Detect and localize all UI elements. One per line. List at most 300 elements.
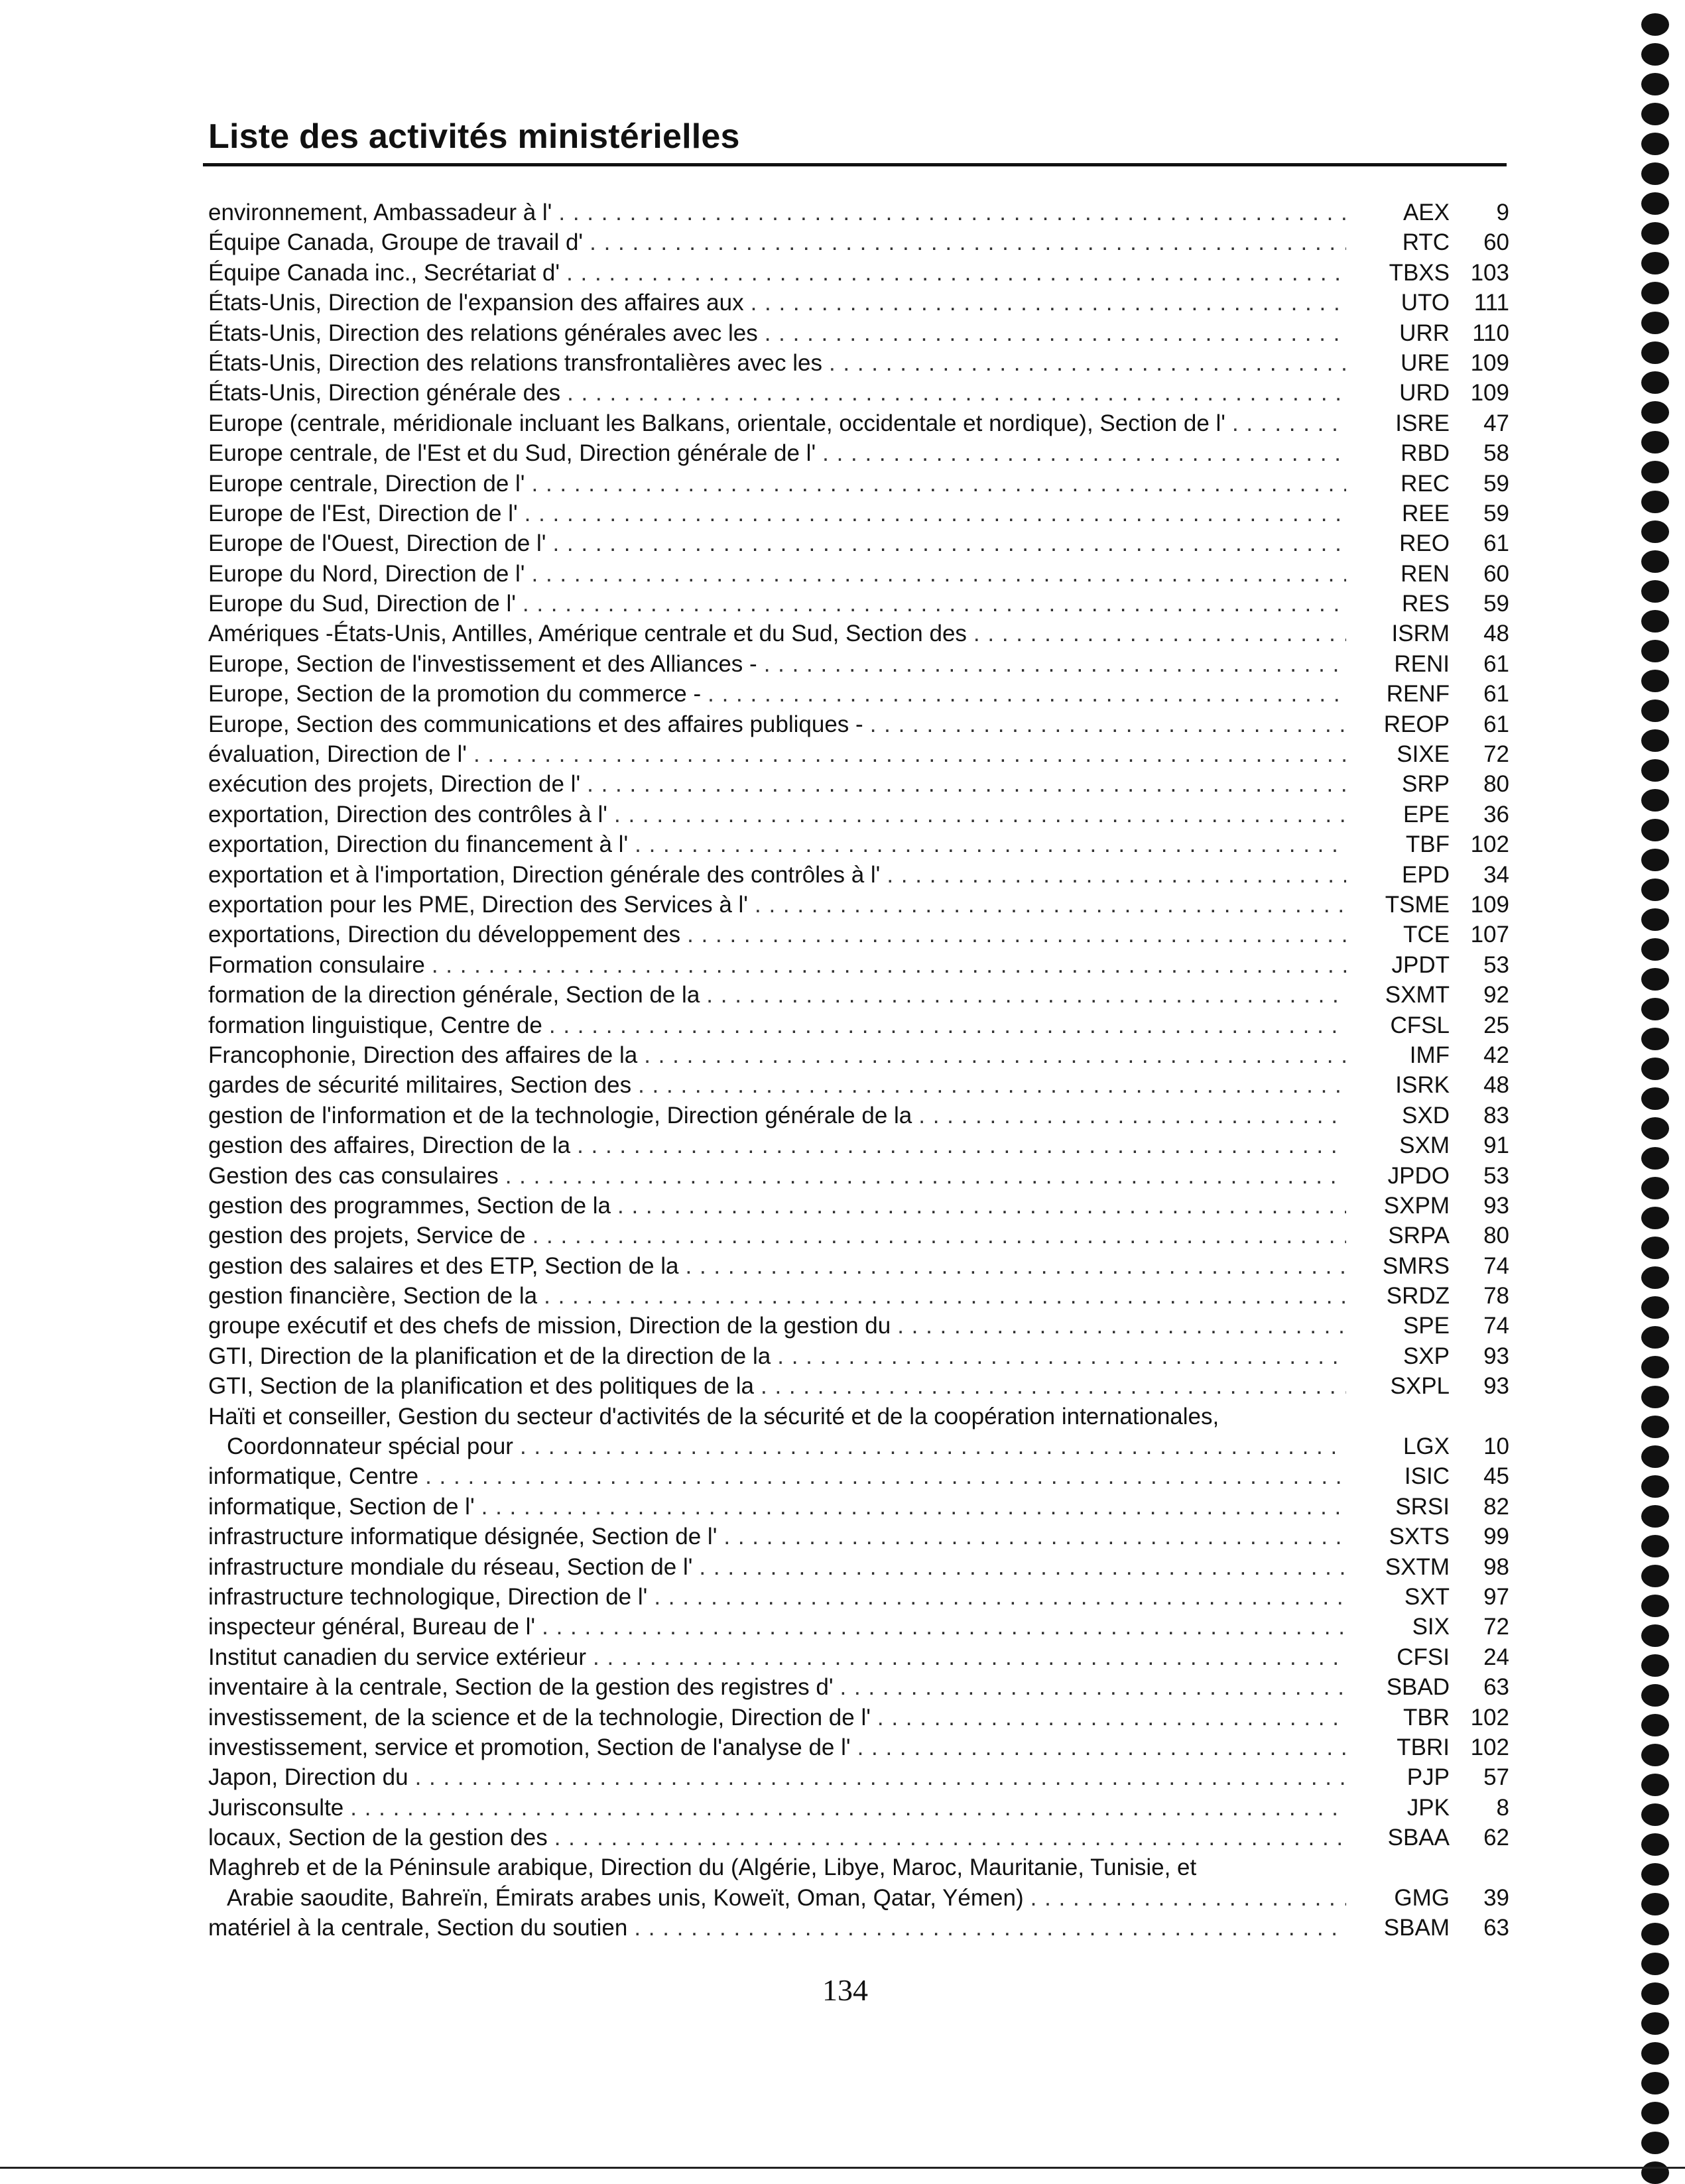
entry-label: Europe du Sud, Direction de l' bbox=[208, 591, 516, 617]
entry-page: 24 bbox=[1483, 1644, 1509, 1670]
dot-leader bbox=[523, 589, 1346, 619]
dot-leader bbox=[870, 709, 1346, 739]
dot-leader bbox=[887, 860, 1346, 890]
binder-hole bbox=[1641, 1266, 1669, 1289]
dot-leader bbox=[425, 1461, 1346, 1491]
entry-code: RTC bbox=[1402, 229, 1450, 256]
entry-label: Amériques -États-Unis, Antilles, Amérique centrale et du Sud, Section des bbox=[208, 621, 967, 647]
dot-leader bbox=[577, 1130, 1346, 1160]
entry-code: AEX bbox=[1403, 200, 1450, 225]
entry-code: SIX bbox=[1412, 1614, 1450, 1640]
binder-hole bbox=[1641, 1386, 1669, 1408]
entry-page: 25 bbox=[1483, 1012, 1509, 1038]
page-number: 134 bbox=[822, 1973, 868, 2007]
dot-leader bbox=[558, 198, 1346, 227]
binder-hole bbox=[1641, 2161, 1669, 2184]
index-entry bbox=[208, 739, 1509, 769]
binder-hole bbox=[1641, 968, 1669, 991]
entry-code: SBAM bbox=[1383, 1915, 1450, 1941]
dot-leader bbox=[614, 800, 1346, 829]
entry-code: SXT bbox=[1404, 1583, 1450, 1610]
binder-hole bbox=[1641, 1147, 1669, 1170]
entry-label: exportation, Direction du financement à l' bbox=[208, 831, 629, 858]
entry-page: 102 bbox=[1470, 1734, 1509, 1760]
dot-leader bbox=[532, 469, 1347, 499]
entry-code: RES bbox=[1402, 591, 1450, 617]
entry-code: SPE bbox=[1403, 1313, 1450, 1339]
entry-page: 39 bbox=[1483, 1884, 1509, 1911]
entry-label: Europe de l'Ouest, Direction de l' bbox=[208, 530, 546, 557]
index-entry bbox=[208, 679, 1509, 709]
entry-label: exportation, Direction des contrôles à l' bbox=[208, 801, 607, 827]
index-entry bbox=[208, 438, 1509, 468]
entry-code: GMG bbox=[1394, 1884, 1450, 1911]
dot-leader bbox=[1030, 1883, 1346, 1913]
index-entry bbox=[208, 499, 1509, 528]
binder-hole bbox=[1641, 43, 1669, 66]
dot-leader bbox=[532, 559, 1347, 589]
index-entry bbox=[208, 950, 1509, 980]
index-entry bbox=[208, 1672, 1509, 1702]
binder-hole bbox=[1641, 670, 1669, 692]
entry-code: RENF bbox=[1386, 681, 1450, 707]
entry-label: gestion des affaires, Direction de la bbox=[208, 1132, 571, 1159]
entry-page: 34 bbox=[1483, 861, 1509, 888]
index-entry bbox=[208, 1762, 1509, 1792]
entry-label: gardes de sécurité militaires, Section des bbox=[208, 1072, 632, 1099]
entry-page: 97 bbox=[1483, 1583, 1509, 1610]
binder-hole bbox=[1641, 1893, 1669, 1915]
entry-label: Japon, Direction du bbox=[208, 1764, 408, 1791]
entry-code: UTO bbox=[1401, 290, 1450, 316]
binder-hole bbox=[1641, 103, 1669, 125]
binder-hole bbox=[1641, 1923, 1669, 1945]
index-entry bbox=[208, 1823, 1509, 1852]
entry-page: 48 bbox=[1483, 1072, 1509, 1099]
index-entry bbox=[208, 980, 1509, 1010]
entry-label: Europe, Section de la promotion du commerce - bbox=[208, 681, 702, 707]
entry-page: 60 bbox=[1483, 560, 1509, 587]
entry-code: LGX bbox=[1403, 1433, 1450, 1460]
binder-hole bbox=[1641, 1445, 1669, 1468]
binder-hole bbox=[1641, 1058, 1669, 1080]
dot-leader bbox=[481, 1492, 1346, 1522]
entry-code: TBR bbox=[1403, 1704, 1450, 1730]
binder-hole bbox=[1641, 2072, 1669, 2094]
index-entry bbox=[208, 227, 1509, 257]
entry-code: RBD bbox=[1401, 440, 1450, 467]
entry-label: Gestion des cas consulaires bbox=[208, 1162, 499, 1189]
index-entry bbox=[208, 198, 1509, 227]
entry-page: 61 bbox=[1483, 681, 1509, 707]
binder-hole bbox=[1641, 1416, 1669, 1438]
dot-leader bbox=[765, 318, 1346, 348]
entry-label: États-Unis, Direction de l'expansion des affaires aux bbox=[208, 290, 744, 316]
index-entry bbox=[208, 378, 1509, 408]
entry-label: formation de la direction générale, Section de la bbox=[208, 982, 700, 1008]
entry-page: 61 bbox=[1483, 711, 1509, 737]
entry-page: 78 bbox=[1483, 1283, 1509, 1309]
entry-page: 42 bbox=[1483, 1042, 1509, 1068]
binder-hole bbox=[1641, 13, 1669, 36]
dot-leader bbox=[708, 679, 1346, 709]
entry-label: formation linguistique, Centre de bbox=[208, 1012, 542, 1038]
binder-hole bbox=[1641, 491, 1669, 513]
entry-code: JPK bbox=[1406, 1794, 1450, 1821]
binder-hole bbox=[1641, 1982, 1669, 2005]
bottom-edge-line bbox=[0, 2167, 1685, 2169]
dot-leader bbox=[699, 1552, 1346, 1582]
index-entry bbox=[208, 1431, 1509, 1461]
binder-hole bbox=[1641, 1803, 1669, 1826]
index-entry bbox=[208, 408, 1509, 438]
entry-code: SRP bbox=[1402, 771, 1450, 798]
dot-leader bbox=[687, 920, 1346, 949]
entry-label: groupe exécutif et des chefs de mission, Direction de la gestion du bbox=[208, 1313, 891, 1339]
entry-page: 59 bbox=[1483, 500, 1509, 526]
entry-page: 83 bbox=[1483, 1102, 1509, 1128]
dot-leader bbox=[918, 1101, 1346, 1130]
entry-code: URD bbox=[1399, 380, 1450, 406]
entry-label: Équipe Canada inc., Secrétariat d' bbox=[208, 259, 560, 286]
entry-code: SRDZ bbox=[1386, 1283, 1450, 1309]
entry-page: 111 bbox=[1473, 290, 1509, 316]
entry-label: infrastructure technologique, Direction de l' bbox=[208, 1583, 648, 1610]
entry-label: gestion des salaires et des ETP, Section de la bbox=[208, 1252, 679, 1279]
entry-page: 74 bbox=[1483, 1313, 1509, 1339]
entry-page: 92 bbox=[1483, 982, 1509, 1008]
binder-hole bbox=[1641, 341, 1669, 364]
dot-leader bbox=[552, 528, 1346, 558]
binder-hole bbox=[1641, 1714, 1669, 1736]
entry-label: Coordonnateur spécial pour bbox=[227, 1433, 513, 1460]
binder-holes bbox=[1641, 0, 1672, 2178]
entry-label: inspecteur général, Bureau de l' bbox=[208, 1614, 536, 1640]
dot-leader bbox=[587, 769, 1346, 799]
entry-code: SXTS bbox=[1389, 1524, 1450, 1550]
index-entry bbox=[208, 800, 1509, 829]
binder-hole bbox=[1641, 789, 1669, 812]
entry-code: SXP bbox=[1403, 1343, 1450, 1369]
index-entry bbox=[208, 1371, 1509, 1401]
binder-hole bbox=[1641, 1028, 1669, 1050]
binder-hole bbox=[1641, 1475, 1669, 1498]
binder-hole bbox=[1641, 819, 1669, 841]
entry-label: inventaire à la centrale, Section de la gestion des registres d' bbox=[208, 1674, 834, 1701]
entry-label: Europe centrale, Direction de l' bbox=[208, 470, 525, 497]
entry-page: 10 bbox=[1483, 1433, 1509, 1460]
index-entry bbox=[208, 1793, 1509, 1823]
binder-hole bbox=[1641, 1356, 1669, 1378]
binder-hole bbox=[1641, 1595, 1669, 1617]
entry-code: CFSL bbox=[1390, 1012, 1450, 1038]
entry-page: 45 bbox=[1483, 1463, 1509, 1490]
entry-label: exportation et à l'importation, Direction générale des contrôles à l' bbox=[208, 861, 881, 888]
dot-leader bbox=[973, 619, 1346, 648]
entry-page: 61 bbox=[1483, 650, 1509, 677]
entry-code: REN bbox=[1401, 560, 1450, 587]
dot-leader bbox=[593, 1642, 1346, 1672]
dot-leader bbox=[532, 1221, 1346, 1250]
entry-page: 98 bbox=[1483, 1553, 1509, 1580]
index-entry bbox=[208, 469, 1509, 499]
entry-label: GTI, Direction de la planification et de la direction de la bbox=[208, 1343, 771, 1369]
entry-label: Institut canadien du service extérieur bbox=[208, 1644, 587, 1670]
index-entry bbox=[208, 1552, 1509, 1582]
entry-code: EPE bbox=[1403, 801, 1450, 827]
dot-leader bbox=[686, 1251, 1346, 1281]
binder-hole bbox=[1641, 1565, 1669, 1587]
entry-label: Équipe Canada, Groupe de travail d' bbox=[208, 229, 584, 256]
entry-code: SXD bbox=[1402, 1102, 1450, 1128]
entry-label: États-Unis, Direction des relations générales avec les bbox=[208, 320, 758, 346]
binder-hole bbox=[1641, 2042, 1669, 2065]
index-entry bbox=[208, 559, 1509, 589]
entry-label: infrastructure mondiale du réseau, Section de l' bbox=[208, 1553, 693, 1580]
index-entry bbox=[208, 1281, 1509, 1311]
index-entry bbox=[208, 258, 1509, 288]
binder-hole bbox=[1641, 729, 1669, 752]
index-entry bbox=[208, 1221, 1509, 1250]
index-entry bbox=[208, 829, 1509, 859]
binder-hole bbox=[1641, 133, 1669, 155]
entry-code: URE bbox=[1401, 349, 1450, 376]
binder-hole bbox=[1641, 849, 1669, 871]
entry-code: REC bbox=[1401, 470, 1450, 497]
index-entry bbox=[208, 348, 1509, 378]
dot-leader bbox=[755, 890, 1346, 920]
dot-leader bbox=[638, 1070, 1346, 1100]
dot-leader bbox=[877, 1703, 1346, 1732]
entry-code: SXTM bbox=[1385, 1553, 1450, 1580]
entry-code: REE bbox=[1402, 500, 1450, 526]
binder-hole bbox=[1641, 1833, 1669, 1856]
entry-code: SMRS bbox=[1382, 1252, 1450, 1279]
index-entry bbox=[208, 860, 1509, 890]
index-entry bbox=[208, 1492, 1509, 1522]
entry-code: ISRE bbox=[1395, 410, 1450, 436]
binder-hole bbox=[1641, 1654, 1669, 1677]
entry-page: 110 bbox=[1472, 320, 1509, 346]
binder-hole bbox=[1641, 1863, 1669, 1886]
dot-leader bbox=[505, 1161, 1346, 1191]
index-list bbox=[208, 198, 1509, 1943]
binder-hole bbox=[1641, 2012, 1669, 2035]
entry-code: SXPL bbox=[1390, 1373, 1450, 1400]
page-title: Liste des activités ministérielles bbox=[208, 117, 740, 156]
entry-label: Europe centrale, de l'Est et du Sud, Direction générale de l' bbox=[208, 440, 816, 467]
entry-label: investissement, de la science et de la technologie, Direction de l' bbox=[208, 1704, 871, 1730]
entry-label: exportations, Direction du développement des bbox=[208, 922, 681, 948]
index-entry bbox=[208, 1311, 1509, 1341]
entry-code: ISRM bbox=[1391, 621, 1450, 647]
binder-hole bbox=[1641, 998, 1669, 1020]
dot-leader bbox=[897, 1311, 1346, 1341]
dot-leader bbox=[761, 1371, 1346, 1401]
index-entry bbox=[208, 1161, 1509, 1191]
entry-code: SXM bbox=[1399, 1132, 1450, 1159]
entry-page: 9 bbox=[1496, 200, 1509, 225]
entry-label: Europe, Section de l'investissement et des Alliances - bbox=[208, 650, 757, 677]
index-entry bbox=[208, 1251, 1509, 1281]
entry-code: SBAA bbox=[1387, 1825, 1450, 1851]
entry-label: Europe (centrale, méridionale incluant les Balkans, orientale, occidentale et nordique), Section de l' bbox=[208, 410, 1225, 436]
dot-leader bbox=[634, 1913, 1346, 1943]
dot-leader bbox=[432, 950, 1346, 980]
index-entry bbox=[208, 318, 1509, 348]
index-entry bbox=[208, 1642, 1509, 1672]
binder-hole bbox=[1641, 640, 1669, 662]
binder-hole bbox=[1641, 1117, 1669, 1140]
binder-hole bbox=[1641, 699, 1669, 722]
index-entry bbox=[208, 288, 1509, 318]
index-entry bbox=[208, 1883, 1509, 1913]
binder-hole bbox=[1641, 908, 1669, 931]
index-entry bbox=[208, 1070, 1509, 1100]
entry-label: informatique, Centre bbox=[208, 1463, 419, 1490]
entry-page: 53 bbox=[1483, 951, 1509, 978]
entry-code: SXPM bbox=[1383, 1192, 1450, 1219]
dot-leader bbox=[520, 1431, 1346, 1461]
binder-hole bbox=[1641, 1087, 1669, 1110]
index-entry bbox=[208, 1522, 1509, 1551]
entry-label: exportation pour les PME, Direction des Services à l' bbox=[208, 891, 748, 918]
entry-label: gestion de l'information et de la technologie, Direction générale de la bbox=[208, 1102, 912, 1128]
binder-hole bbox=[1641, 1237, 1669, 1259]
entry-page: 74 bbox=[1483, 1252, 1509, 1279]
entry-label: infrastructure informatique désignée, Section de l' bbox=[208, 1524, 718, 1550]
dot-leader bbox=[473, 739, 1346, 769]
entry-code: TBF bbox=[1405, 831, 1450, 858]
dot-leader bbox=[549, 1010, 1346, 1040]
binder-hole bbox=[1641, 1684, 1669, 1707]
entry-code: REO bbox=[1399, 530, 1450, 557]
entry-page: 36 bbox=[1483, 801, 1509, 827]
entry-label: gestion des programmes, Section de la bbox=[208, 1192, 611, 1219]
entry-page: 102 bbox=[1470, 831, 1509, 858]
entry-page: 72 bbox=[1483, 741, 1509, 768]
entry-page: 102 bbox=[1470, 1704, 1509, 1730]
entry-code: JPDO bbox=[1387, 1162, 1450, 1189]
binder-hole bbox=[1641, 1535, 1669, 1557]
binder-hole bbox=[1641, 2102, 1669, 2124]
binder-hole bbox=[1641, 1326, 1669, 1349]
entry-code: PJP bbox=[1406, 1764, 1450, 1791]
index-entry bbox=[208, 769, 1509, 799]
index-entry bbox=[208, 1703, 1509, 1732]
entry-label: Europe, Section des communications et des affaires publiques - bbox=[208, 711, 863, 737]
entry-label: informatique, Section de l' bbox=[208, 1493, 475, 1520]
dot-leader bbox=[542, 1612, 1346, 1642]
index-entry bbox=[208, 1732, 1509, 1762]
binder-hole bbox=[1641, 550, 1669, 573]
entry-label: gestion financière, Section de la bbox=[208, 1283, 538, 1309]
index-entry bbox=[208, 589, 1509, 619]
dot-leader bbox=[617, 1191, 1346, 1221]
binder-hole bbox=[1641, 431, 1669, 454]
dot-leader bbox=[706, 980, 1346, 1010]
binder-hole bbox=[1641, 461, 1669, 483]
dot-leader bbox=[415, 1762, 1346, 1792]
index-entry bbox=[208, 1402, 1509, 1431]
entry-page: 99 bbox=[1483, 1524, 1509, 1550]
index-entry bbox=[208, 1101, 1509, 1130]
index-entry bbox=[208, 890, 1509, 920]
index-entry bbox=[208, 1913, 1509, 1943]
entry-label: Formation consulaire bbox=[208, 951, 425, 978]
entry-page: 109 bbox=[1470, 349, 1509, 376]
entry-label: GTI, Section de la planification et des politiques de la bbox=[208, 1373, 754, 1400]
entry-page: 82 bbox=[1483, 1493, 1509, 1520]
entry-page: 80 bbox=[1483, 1223, 1509, 1249]
binder-hole bbox=[1641, 401, 1669, 424]
index-entry bbox=[208, 649, 1509, 679]
title-rule bbox=[203, 163, 1507, 166]
entry-page: 63 bbox=[1483, 1915, 1509, 1941]
entry-label: Europe de l'Est, Direction de l' bbox=[208, 500, 518, 526]
entry-page: 93 bbox=[1483, 1343, 1509, 1369]
dot-leader bbox=[525, 499, 1346, 528]
entry-code: ISIC bbox=[1404, 1463, 1450, 1490]
entry-page: 59 bbox=[1483, 591, 1509, 617]
binder-hole bbox=[1641, 1744, 1669, 1766]
entry-label: évaluation, Direction de l' bbox=[208, 741, 467, 768]
dot-leader bbox=[723, 1522, 1346, 1551]
dot-leader bbox=[544, 1281, 1346, 1311]
index-entry bbox=[208, 709, 1509, 739]
entry-code: TBXS bbox=[1389, 259, 1450, 286]
entry-label: Francophonie, Direction des affaires de la bbox=[208, 1042, 638, 1068]
binder-hole bbox=[1641, 580, 1669, 603]
entry-code: SRPA bbox=[1388, 1223, 1450, 1249]
dot-leader bbox=[822, 438, 1346, 468]
binder-hole bbox=[1641, 1505, 1669, 1528]
entry-code: SXMT bbox=[1385, 982, 1450, 1008]
binder-hole bbox=[1641, 192, 1669, 215]
dot-leader bbox=[840, 1672, 1346, 1702]
entry-label: investissement, service et promotion, Section de l'analyse de l' bbox=[208, 1734, 851, 1760]
binder-hole bbox=[1641, 162, 1669, 185]
entry-page: 48 bbox=[1483, 621, 1509, 647]
dot-leader bbox=[554, 1823, 1346, 1852]
entry-label: gestion des projets, Service de bbox=[208, 1223, 526, 1249]
binder-hole bbox=[1641, 1953, 1669, 1975]
index-entry bbox=[208, 1461, 1509, 1491]
dot-leader bbox=[567, 378, 1346, 408]
dot-leader bbox=[764, 649, 1346, 679]
entry-page: 91 bbox=[1483, 1132, 1509, 1159]
entry-page: 57 bbox=[1483, 1764, 1509, 1791]
entry-page: 72 bbox=[1483, 1614, 1509, 1640]
dot-leader bbox=[644, 1040, 1346, 1070]
entry-code: SRSI bbox=[1395, 1493, 1450, 1520]
entry-code: URR bbox=[1399, 320, 1450, 346]
entry-page: 8 bbox=[1496, 1794, 1509, 1821]
entry-label: Maghreb et de la Péninsule arabique, Direction du (Algérie, Libye, Maroc, Mauritanie, Tunisie, et bbox=[208, 1854, 1197, 1881]
index-entry bbox=[208, 1852, 1509, 1882]
entry-label: Jurisconsulte bbox=[208, 1794, 344, 1821]
entry-label: Haïti et conseiller, Gestion du secteur d'activités de la sécurité et de la coopération internationales, bbox=[208, 1403, 1219, 1429]
entry-page: 61 bbox=[1483, 530, 1509, 557]
entry-label: États-Unis, Direction générale des bbox=[208, 380, 561, 406]
entry-page: 80 bbox=[1483, 771, 1509, 798]
index-entry bbox=[208, 619, 1509, 648]
entry-page: 53 bbox=[1483, 1162, 1509, 1189]
binder-hole bbox=[1641, 73, 1669, 95]
binder-hole bbox=[1641, 312, 1669, 334]
entry-code: TSME bbox=[1385, 891, 1450, 918]
binder-hole bbox=[1641, 759, 1669, 782]
